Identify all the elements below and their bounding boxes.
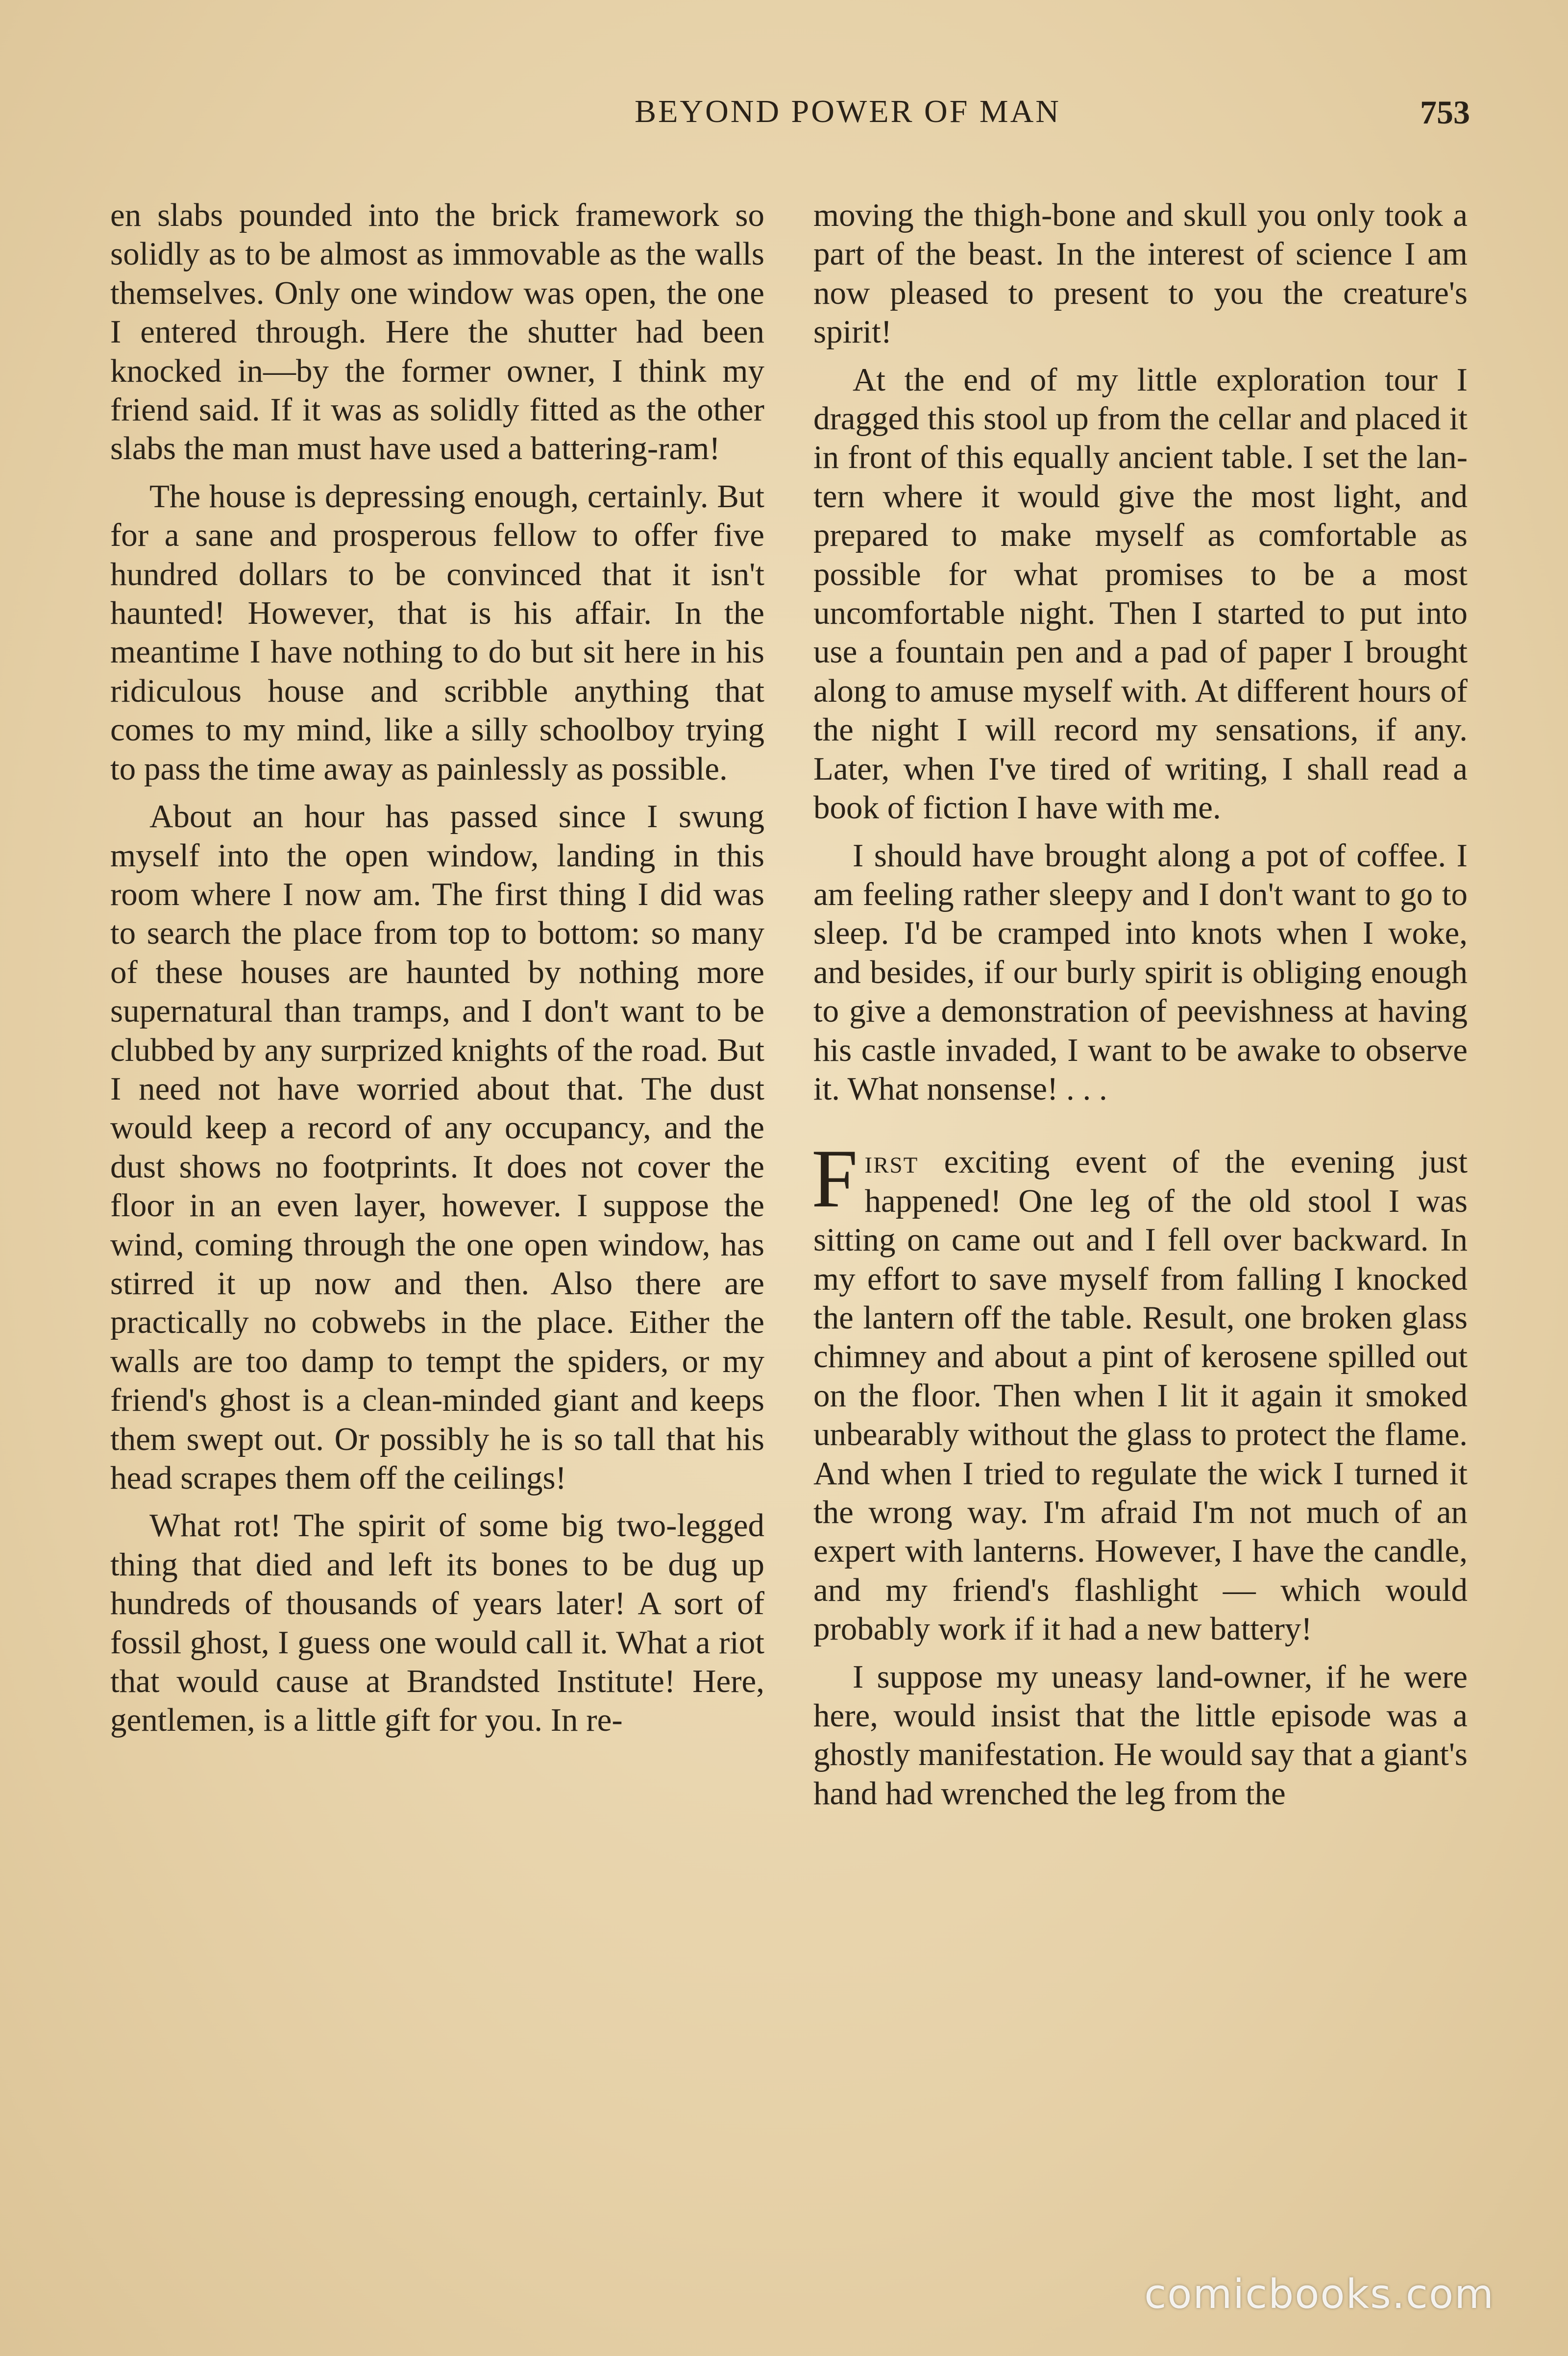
left-column [110,196,764,1749]
paragraph: What rot! The spirit of some big two-legged thing that died and left its bones to be dug up hundreds of thousands of years later! A sort of fossil ghost, I guess one would call it. What a riot that would cause at Brandsted Institute! Here, gentlemen, is a little gift for you. In re- [110,1507,764,1739]
paragraph-text: exciting event of the evening just happened! One leg of the old stool I was sitting on came out and I fell over backward. In my effort to save myself from falling I knocked the lantern off the table. Result, one broken glass chimney and about a pint of kerosene spilled out on the floor. Then when I lit it again it smoked unbearably without the glass to protect the flame. And when I tried to regulate the wick I turned it the wrong way. I'm afraid I'm not much of an expert with lanterns. However, I have the candle, and my friend's flashlight — which would probably work if it had a new battery! [813,1144,1468,1647]
paragraph: The house is depressing enough, certainly. But for a sane and prosperous fellow to offer five hundred dollars to be convinced that it isn't haunted! However, that is his affair. In the meantime I have nothing to do but sit here in his ridiculous house and scribble anything that comes to my mind, like a silly schoolboy trying to pass the time away as painlessly as possible. [110,478,764,787]
watermark: comicbooks.com [1144,2271,1494,2318]
running-header: BEYOND POWER OF MAN [635,94,1061,129]
page-number: 753 [1420,94,1470,131]
drop-cap: F [811,1132,858,1225]
section-opening-paragraph [811,1132,1468,1648]
paragraph: moving the thigh-bone and skull you only took a part of the beast. In the interest of science I am now pleased to present to you the creature's spirit! [813,197,1468,350]
paragraph: I suppose my uneasy land-owner, if he were here, would insist that the little episode was a ghostly manifestation. He would say that a giant's hand had wrenched the leg from the [813,1658,1468,1812]
paragraph: en slabs pounded into the brick framework so solidly as to be almost as immovable as the walls themselves. Only one window was open, the one I entered through. Here the shutter had been knocked in—by the former owner, I think my friend said. If it was as solidly fitted as the other slabs the man must have used a battering-ram! [110,197,764,467]
paragraph: About an hour has passed since I swung myself into the open window, landing in this room where I now am. The first thing I did was to search the place from top to bottom: so many of these houses are haunted by nothing more supernatural than tramps, and I don't want to be clubbed by any surprized knights of the road. But I need not have worried about that. The dust would keep a record of any occupancy, and the dust shows no footprints. It does not cover the floor in an even layer, however. I suppose the wind, coming through the one open window, has stirred it up now and then. Also there are practically no cobwebs in the place. Either the walls are too damp to tempt the spiders, or my friend's ghost is a clean-minded giant and keeps them swept out. Or possibly he is so tall that his head scrapes them off the ceilings! [110,798,764,1496]
paragraph: At the end of my little exploration tour I dragged this stool up from the cellar and placed it in front of this equally ancient table. I set the lantern where it would give the most light, and prepared to make myself as comfortable as possible for what promises to be a most uncomfortable night. Then I started to put into use a fountain pen and a pad of paper I brought along to amuse myself with. At different hours of the night I will record my sensations, if any. Later, when I've tired of writing, I shall read a book of fiction I have with me. [813,361,1468,826]
paragraph: I should have brought along a pot of coffee. I am feeling rather sleepy and I don't want to go to sleep. I'd be cramped into knots when I woke, and besides, if our burly spirit is obliging enough to give a demonstration of peevishness at having his castle invaded, I want to be awake to observe it. What nonsense! . . . [813,837,1468,1107]
small-caps-lead: irst [864,1144,919,1180]
right-column [813,196,1468,1822]
